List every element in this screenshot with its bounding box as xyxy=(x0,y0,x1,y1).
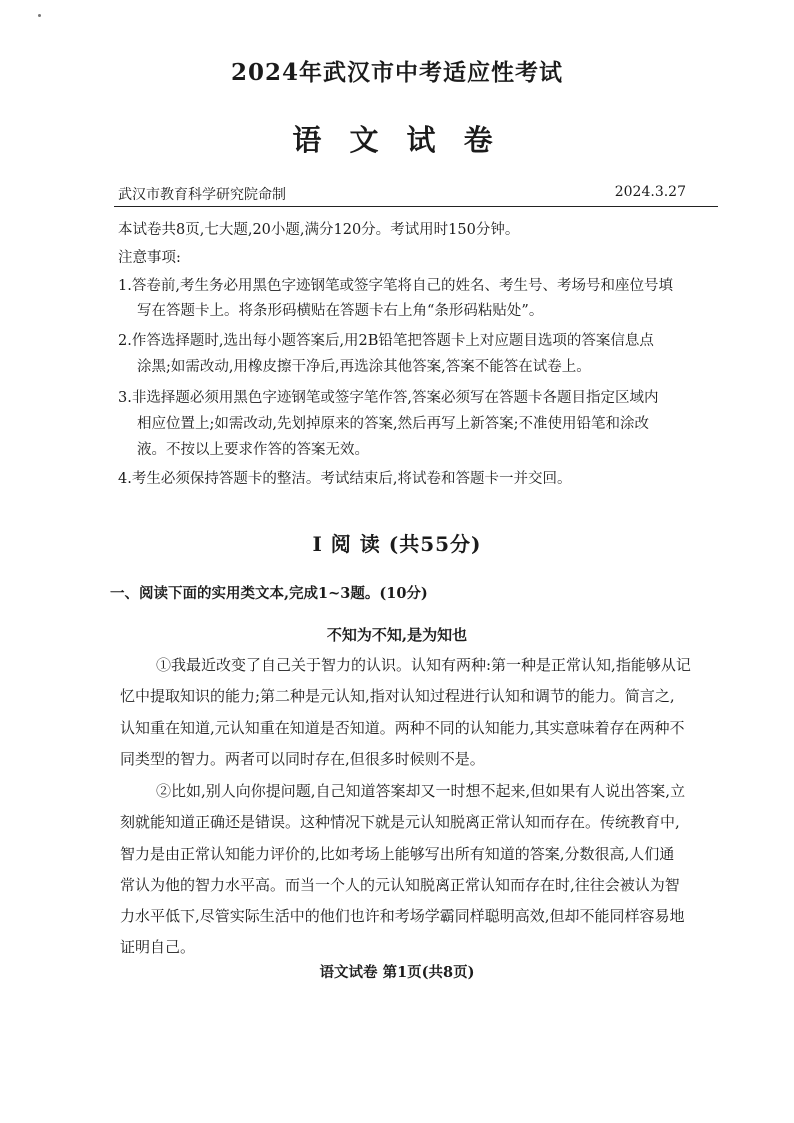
header-divider xyxy=(114,206,718,207)
paragraph-2-line-5: 力水平低下,尽管实际生活中的他们也许和考场学霸同样聪明高效,但却不能同样容易地 xyxy=(120,907,685,925)
paragraph-2-line-4: 常认为他的智力水平高。而当一个人的元认知脱离正常认知而存在时,往往会被认为智 xyxy=(120,876,680,894)
paragraph-2-line-3: 智力是由正常认知能力评价的,比如考场上能够写出所有知道的答案,分数很高,人们通 xyxy=(120,845,675,863)
scan-dot xyxy=(38,14,41,17)
paragraph-1-line-1: ①我最近改变了自己关于智力的认识。认知有两种:第一种是正常认知,指能够从记 xyxy=(156,656,691,674)
notice-item-2-line-1: 2.作答选择题时,选出每小题答案后,用2B铅笔把答题卡上对应题目选项的答案信息点 xyxy=(118,333,654,349)
notice-item-4: 4.考生必须保持答题卡的整洁。考试结束后,将试卷和答题卡一并交回。 xyxy=(118,471,572,487)
paragraph-1-line-3: 认知重在知道,元认知重在知道是否知道。两种不同的认知能力,其实意味着存在两种不 xyxy=(120,719,685,737)
page-footer: 语文试卷 第1页(共8页) xyxy=(319,964,475,981)
paragraph-1-line-4: 同类型的智力。两者可以同时存在,但很多时候则不是。 xyxy=(120,750,485,768)
notice-item-1-line-2: 写在答题卡上。将条形码横贴在答题卡右上角“条形码粘贴处”。 xyxy=(137,303,544,319)
exam-info: 本试卷共8页,七大题,20小题,满分120分。考试用时150分钟。 xyxy=(118,222,520,238)
notice-item-2-line-2: 涂黑;如需改动,用橡皮擦干净后,再选涂其他答案,答案不能答在试卷上。 xyxy=(137,359,591,375)
paragraph-2-line-2: 刻就能知道正确还是错误。这种情况下就是元认知脱离正常认知而存在。传统教育中, xyxy=(120,813,680,831)
notice-item-3-line-2: 相应位置上;如需改动,先划掉原来的答案,然后再写上新答案;不准使用铅笔和涂改 xyxy=(137,416,649,432)
issuer-label: 武汉市教育科学研究院命制 xyxy=(118,187,286,203)
paragraph-2-line-1: ②比如,别人向你提问题,自己知道答案却又一时想不起来,但如果有人说出答案,立 xyxy=(156,782,686,800)
paragraph-1-line-2: 忆中提取知识的能力;第二种是元认知,指对认知过程进行认知和调节的能力。简言之, xyxy=(120,687,675,705)
paper-subtitle: 语 文 试 卷 xyxy=(292,123,502,157)
notice-item-3-line-3: 液。不按以上要求作答的答案无效。 xyxy=(137,442,369,458)
notice-heading: 注意事项: xyxy=(118,250,181,266)
section-heading: Ⅰ 阅 读 (共55分) xyxy=(312,532,482,556)
notice-item-3-line-1: 3.非选择题必须用黑色字迹钢笔或签字笔作答,答案必须写在答题卡各题目指定区域内 xyxy=(118,390,659,406)
exam-title: 2024年武汉市中考适应性考试 xyxy=(230,59,563,86)
paragraph-2-line-6: 证明自己。 xyxy=(120,938,196,956)
exam-date: 2024.3.27 xyxy=(614,184,686,200)
notice-item-1-line-1: 1.答卷前,考生务必用黑色字迹钢笔或签字笔将自己的姓名、考生号、考场号和座位号填 xyxy=(118,278,673,294)
question-heading: 一、阅读下面的实用类文本,完成1~3题。(10分) xyxy=(110,585,428,602)
article-title: 不知为不知,是为知也 xyxy=(326,626,468,644)
